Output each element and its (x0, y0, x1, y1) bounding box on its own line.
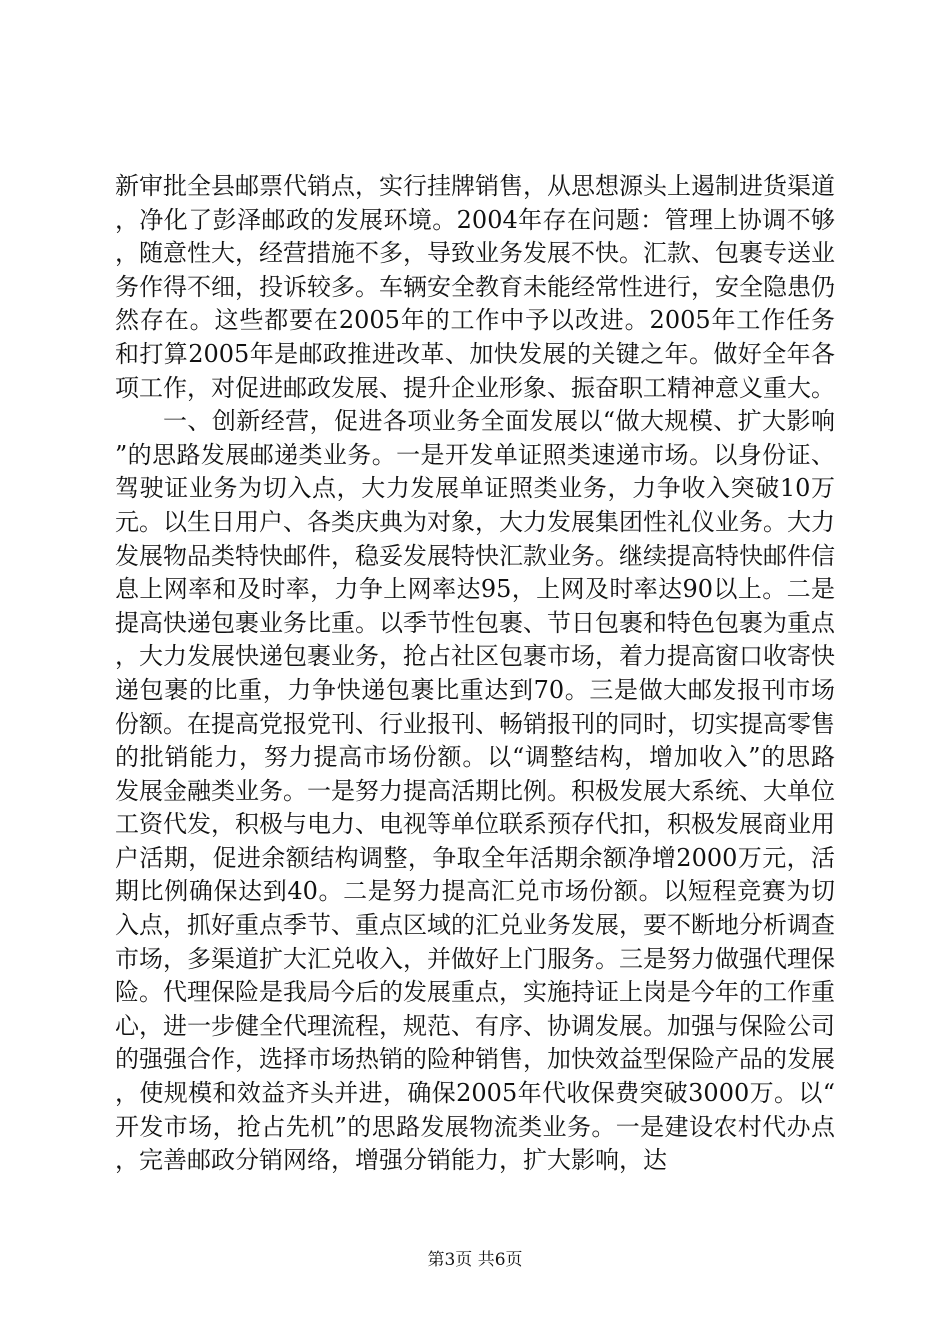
document-body (115, 170, 835, 1178)
paragraph-1: 新审批全县邮票代销点，实行挂牌销售，从思想源头上遏制进货渠道，净化了彭泽邮政的发展环境。2004年存在问题：管理上协调不够，随意性大，经营措施不多，导致业务发展不快。汇款、包裹专送业务作得不细，投诉较多。车辆安全教育未能经常性进行，安全隐患仍然存在。这些都要在2005年的工作中予以改进。2005年工作任务和打算2005年是邮政推进改革、加快发展的关键之年。做好全年各项工作，对促进邮政发展、提升企业形象、振奋职工精神意义重大。 (115, 172, 835, 402)
paragraph-2: 一、创新经营，促进各项业务全面发展以“做大规模、扩大影响”的思路发展邮递类业务。一是开发单证照类速递市场。以身份证、驾驶证业务为切入点，大力发展单证照类业务，力争收入突破10万元。以生日用户、各类庆典为对象，大力发展集团性礼仪业务。大力发展物品类特快邮件，稳妥发展特快汇款业务。继续提高特快邮件信息上网率和及时率，力争上网率达95，上网及时率达90以上。二是提高快递包裹业务比重。以季节性包裹、节日包裹和特色包裹为重点，大力发展快递包裹业务，抢占社区包裹市场，着力提高窗口收寄快递包裹的比重，力争快递包裹比重达到70。三是做大邮发报刊市场份额。在提高党报党刊、行业报刊、畅销报刊的同时，切实提高零售的批销能力，努力提高市场份额。以“调整结构，增加收入”的思路发展金融类业务。一是努力提高活期比例。积极发展大系统、大单位工资代发，积极与电力、电视等单位联系预存代扣，积极发展商业用户活期，促进余额结构调整，争取全年活期余额净增2000万元，活期比例确保达到40。二是努力提高汇兑市场份额。以短程竞赛为切入点，抓好重点季节、重点区域的汇兑业务发展，要不断地分析调查市场，多渠道扩大汇兑收入，并做好上门服务。三是努力做强代理保险。代理保险是我局今后的发展重点，实施持证上岗是今年的工作重心，进一步健全代理流程，规范、有序、协调发展。加强与保险公司的强强合作，选择市场热销的险种销售，加快效益型保险产品的发展，使规模和效益齐头并进，确保2005年代收保费突破3000万。以“开发市场，抢占先机”的思路发展物流类业务。一是建设农村代办点，完善邮政分销网络，增强分销能力，扩大影响，达 (115, 407, 835, 1175)
page-footer: 第3页 共6页 (427, 1250, 523, 1270)
